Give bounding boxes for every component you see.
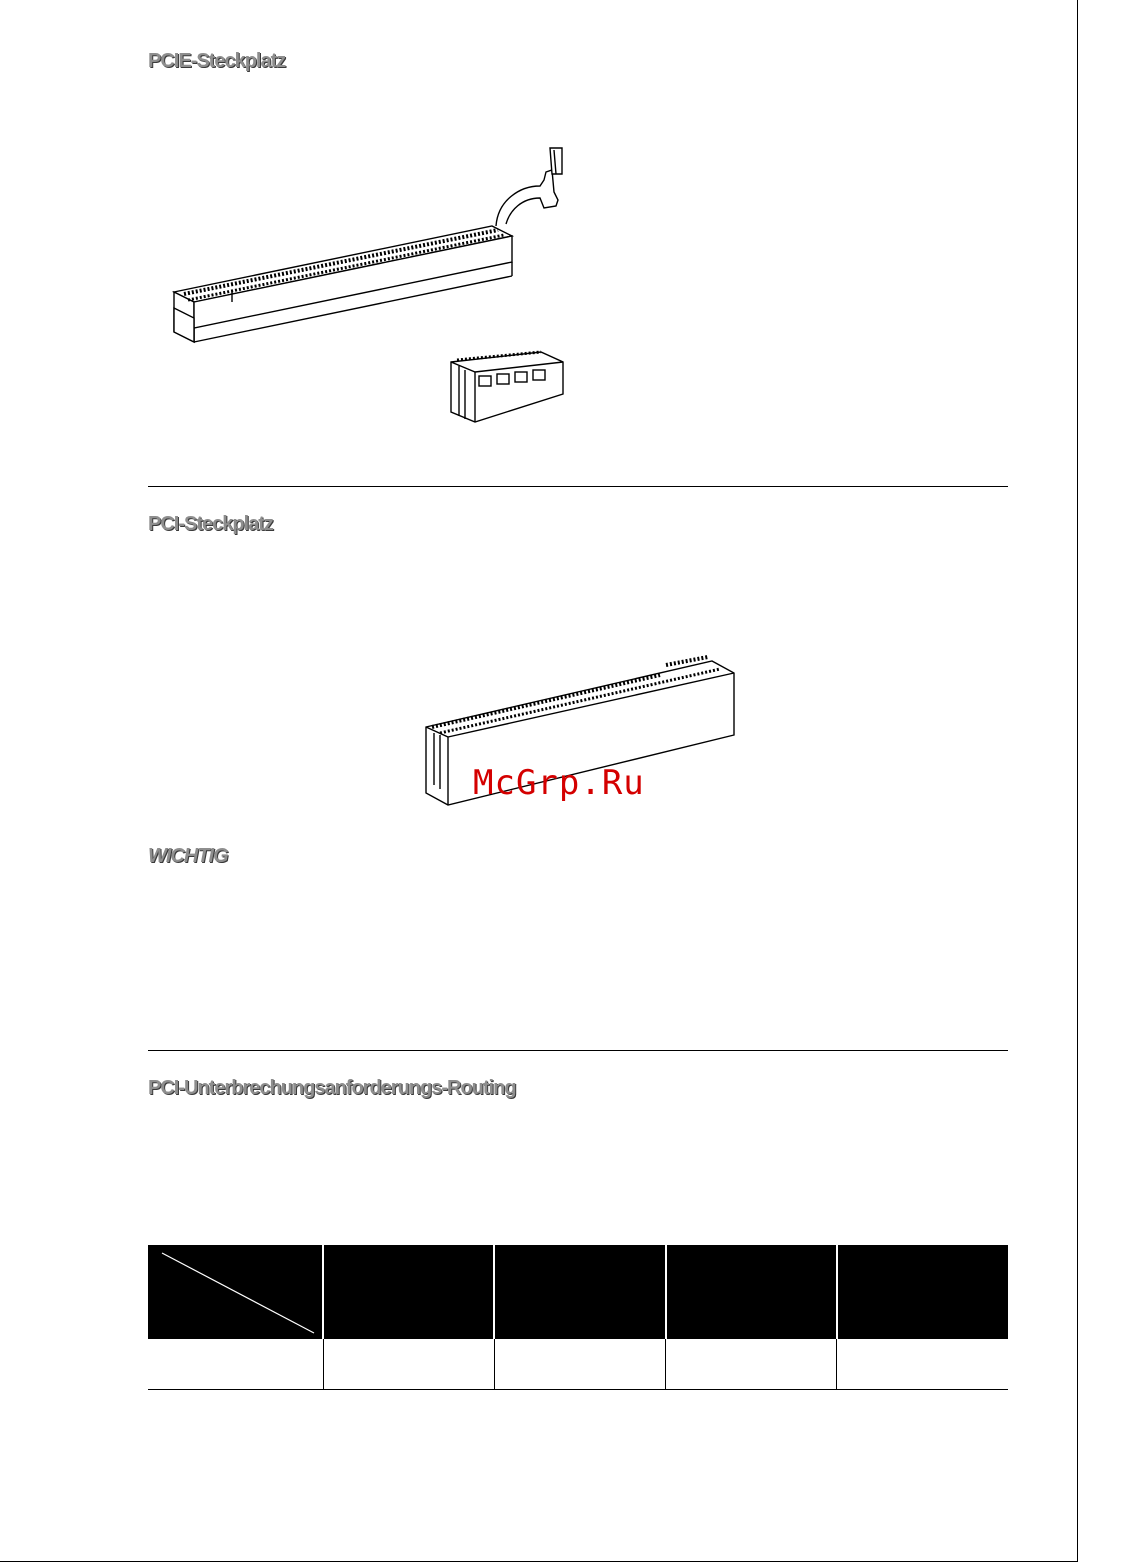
section-divider [148,1050,1008,1051]
page-border-right [1077,0,1078,1562]
table-corner-cell [148,1245,323,1339]
table-cell [837,1339,1008,1390]
pcie-x1-slot-illustration [445,348,570,428]
watermark-text: McGrp.Ru [473,763,645,803]
table-cell [323,1339,494,1390]
important-heading: WICHTIG [148,845,228,867]
table-header-cell [323,1245,494,1339]
table-row [148,1339,1008,1390]
table-header-cell [666,1245,837,1339]
section-divider [148,486,1008,487]
table-header-cell [494,1245,665,1339]
diagonal-divider [148,1245,322,1339]
table-header-cell [837,1245,1008,1339]
irq-routing-table [148,1245,1008,1390]
table-cell [666,1339,837,1390]
pcie-x16-slot-illustration [160,140,580,350]
pcie-slot-heading: PCIE-Steckplatz [148,50,286,72]
irq-routing-heading: PCI-Unterbrechungsanforderungs-Routing [148,1077,516,1099]
table-header-row [148,1245,1008,1339]
pci-slot-heading: PCI-Steckplatz [148,513,273,535]
table-cell [494,1339,665,1390]
table-cell [148,1339,323,1390]
page-border-bottom [0,1561,1078,1562]
